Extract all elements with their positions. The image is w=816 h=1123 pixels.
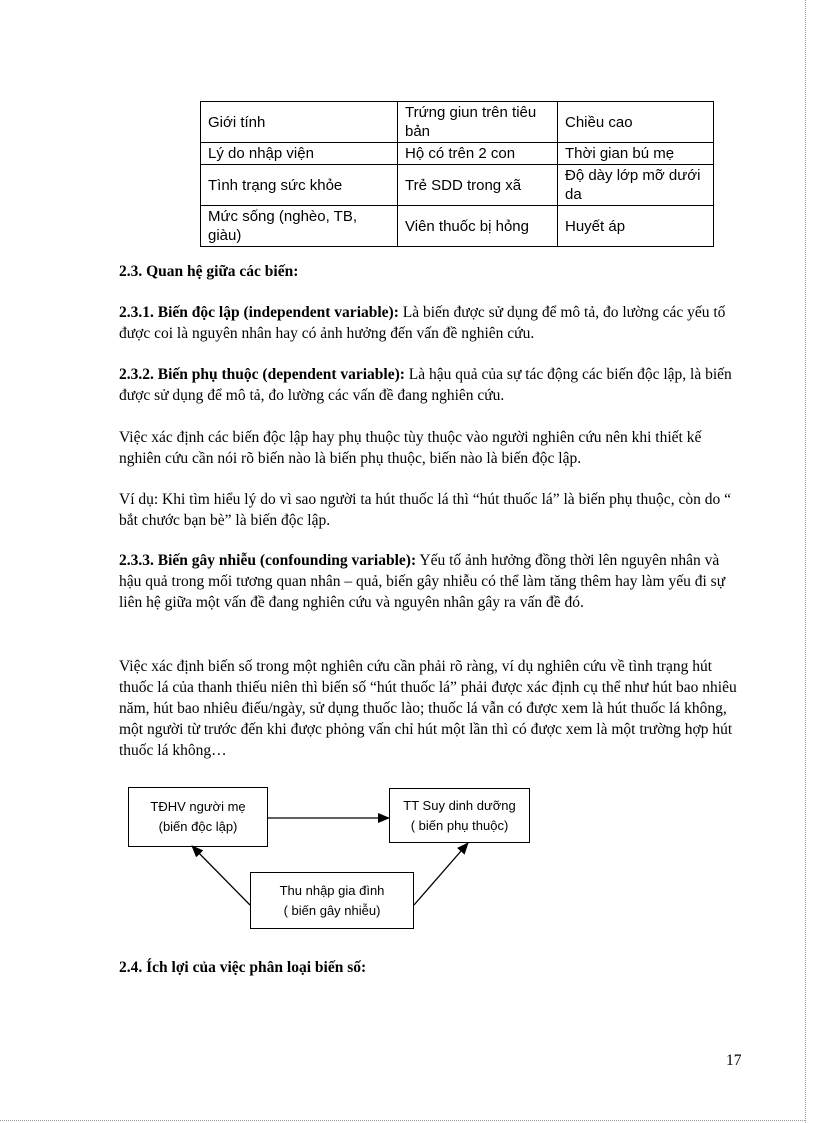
section-2-3-2-paragraph — [119, 364, 739, 406]
section-2-3-3-label: 2.3.3. Biến gây nhiễu (confounding variable): — [119, 552, 417, 569]
section-2-4-heading: 2.4. Ích lợi của việc phân loại biến số: — [119, 959, 367, 976]
table-cell: Hộ có trên 2 con — [398, 143, 558, 165]
table-row — [201, 206, 714, 247]
table-cell: Viên thuốc bị hỏng — [398, 206, 558, 247]
confounder-box-line2: ( biến gây nhiễu) — [283, 902, 381, 918]
identify-paragraph: Việc xác định các biến độc lập hay phụ thuộc tùy thuộc vào người nghiên cứu nên khi thiết kế nghiên cứu cần nói rõ biến nào là biến phụ thuộc, biến nào là biến độc lập. — [119, 429, 702, 467]
dependent-box-line1: TT Suy dinh dưỡng — [403, 797, 516, 813]
table-cell: Thời gian bú mẹ — [558, 143, 714, 165]
page-border-right — [805, 0, 806, 1123]
page-border-bottom — [0, 1120, 805, 1121]
table-row — [201, 143, 714, 165]
section-2-3-1-text: Là biến được sử dụng để mô tả, đo lường các yếu tố được coi là nguyên nhân hay có ảnh hưởng đến vấn đề nghiên cứu. — [119, 304, 726, 342]
section-2-3-2-text: Là hậu quả của sự tác động các biến độc lập, là biến được sử dụng để mô tả, đo lường các vấn đề đang nghiên cứu. — [119, 366, 732, 404]
table-cell: Tình trạng sức khỏe — [201, 165, 398, 206]
arrow-confounder-to-dependent — [414, 843, 468, 905]
page-number: 17 — [726, 1052, 742, 1069]
dependent-variable-box — [389, 788, 530, 843]
table-cell: Chiều cao — [558, 102, 714, 143]
table-cell: Độ dày lớp mỡ dưới da — [558, 165, 714, 206]
table-cell: Mức sống (nghèo, TB, giàu) — [201, 206, 398, 247]
independent-box-line2: (biến độc lập) — [158, 819, 238, 834]
section-2-3-1-label: 2.3.1. Biến độc lập (independent variable): — [119, 304, 399, 321]
section-2-3-2-label: 2.3.2. Biến phụ thuộc (dependent variable): — [119, 366, 405, 383]
confounder-box-line1: Thu nhập gia đình — [279, 882, 385, 898]
section-2-3-3-paragraph — [119, 550, 739, 613]
table-cell: Huyết áp — [558, 206, 714, 247]
table-row — [201, 165, 714, 206]
table-cell: Giới tính — [201, 102, 398, 143]
independent-box-line1: TĐHV người mẹ — [150, 799, 246, 814]
variables-table — [200, 101, 714, 247]
variables-paragraph: Việc xác định biến số trong một nghiên cứu cần phải rõ ràng, ví dụ nghiên cứu về tình trạng hút thuốc lá của thanh thiếu niên thì biến số “hút thuốc lá” phải được xác định cụ thể như hút bao nhiêu năm, hút bao nhiêu điếu/ngày, sử dụng thuốc lào; thuốc lá vẫn có được xem là hút thuốc lá không, một người từ trước đến khi được phỏng vấn chỉ hút một lần thì có được xem là một trường hợp hút thuốc lá không… — [119, 658, 737, 759]
dependent-box-line2: ( biến phụ thuộc) — [410, 817, 509, 833]
table-cell: Lý do nhập viện — [201, 143, 398, 165]
section-2-3-1-paragraph — [119, 302, 739, 344]
table-cell: Trẻ SDD trong xã — [398, 165, 558, 206]
confounder-variable-box — [250, 872, 414, 929]
section-2-3-heading: 2.3. Quan hệ giữa các biến: — [119, 263, 299, 280]
table-cell: Trứng giun trên tiêu bản — [398, 102, 558, 143]
section-2-3-3-text: Yếu tố ảnh hưởng đồng thời lên nguyên nhân và hậu quả trong mối tương quan nhân – quả, biến gây nhiễu có thể làm tăng thêm hay làm yếu đi sự liên hệ giữa một vấn đề đang nghiên cứu và nguyên nhân gây ra vấn đề đó. — [119, 552, 726, 611]
arrow-confounder-to-independent — [192, 846, 250, 905]
example-paragraph: Ví dụ: Khi tìm hiểu lý do vì sao người ta hút thuốc lá thì “hút thuốc lá” là biến phụ thuộc, còn do “ bắt chước bạn bè” là biến độc lập. — [119, 491, 731, 529]
independent-variable-box — [128, 787, 268, 847]
table-row — [201, 102, 714, 143]
